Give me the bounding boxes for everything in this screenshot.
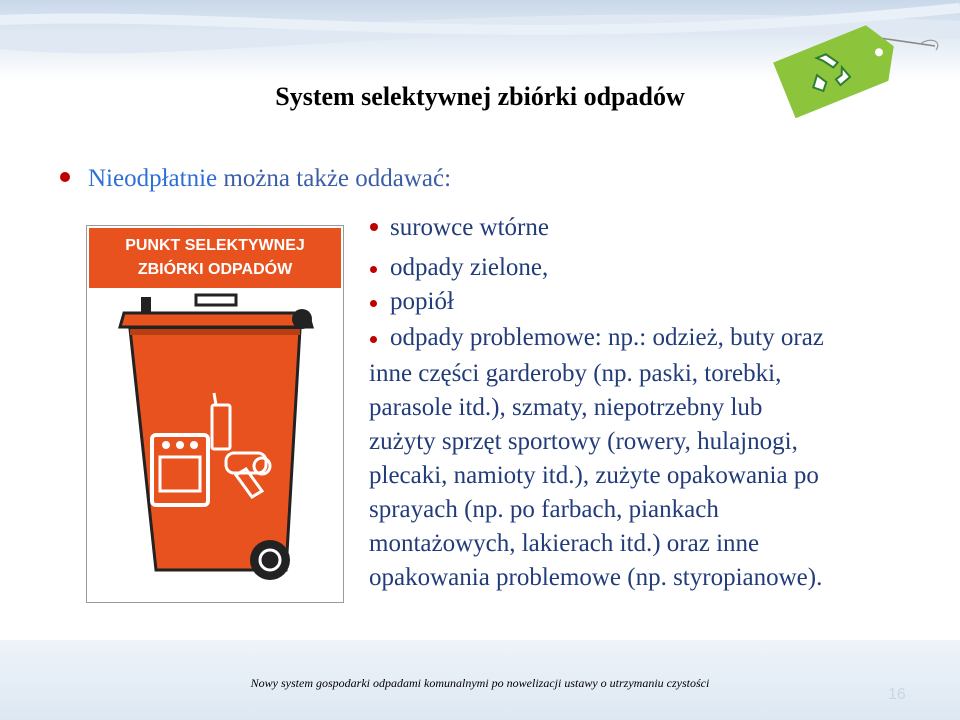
bullet-dot [370,266,377,273]
sign-title-line2: ZBIÓRKI ODPADÓW [137,261,293,278]
footer-text: Nowy system gospodarki odpadami komunalnymi po nowelizacji ustawy o utrzymaniu czystości [250,676,710,690]
bullet-dot [370,300,377,307]
bullet-dot [60,172,70,182]
list-item-continuation: montażowych, lakierach itd.) oraz inne [369,530,760,557]
list-item-continuation: inne części garderoby (np. paski, torebki, [369,360,782,387]
sign-title-line1: PUNKT SELEKTYWNEJ [125,237,305,254]
intro-highlight: Nieodpłatnie [88,165,218,192]
collection-point-sign [86,225,344,603]
bullet-dot [370,336,377,343]
list-item-text: popiół [390,288,454,315]
list-item-continuation: zużyty sprzęt sportowy (rowery, hulajnogi, [369,428,798,455]
list-item-continuation: opakowania problemowe (np. styropianowe). [369,564,823,591]
list-item-text: surowce wtórne [390,214,549,241]
list-item-continuation: parasole itd.), szmaty, niepotrzebny lub [369,394,763,421]
list-item-text: odpady problemowe: np.: odzież, buty oraz [390,324,824,351]
intro-text: można także oddawać: [217,165,452,192]
page-number: 16 [888,686,906,703]
bullet-dot [370,223,378,231]
list-item-continuation: sprayach (np. po farbach, piankach [369,496,719,523]
slide-title: System selektywnej zbiórki odpadów [275,82,685,111]
list-item-continuation: plecaki, namioty itd.), zużyte opakowania po [369,462,819,489]
list-item-text: odpady zielone, [390,254,549,281]
